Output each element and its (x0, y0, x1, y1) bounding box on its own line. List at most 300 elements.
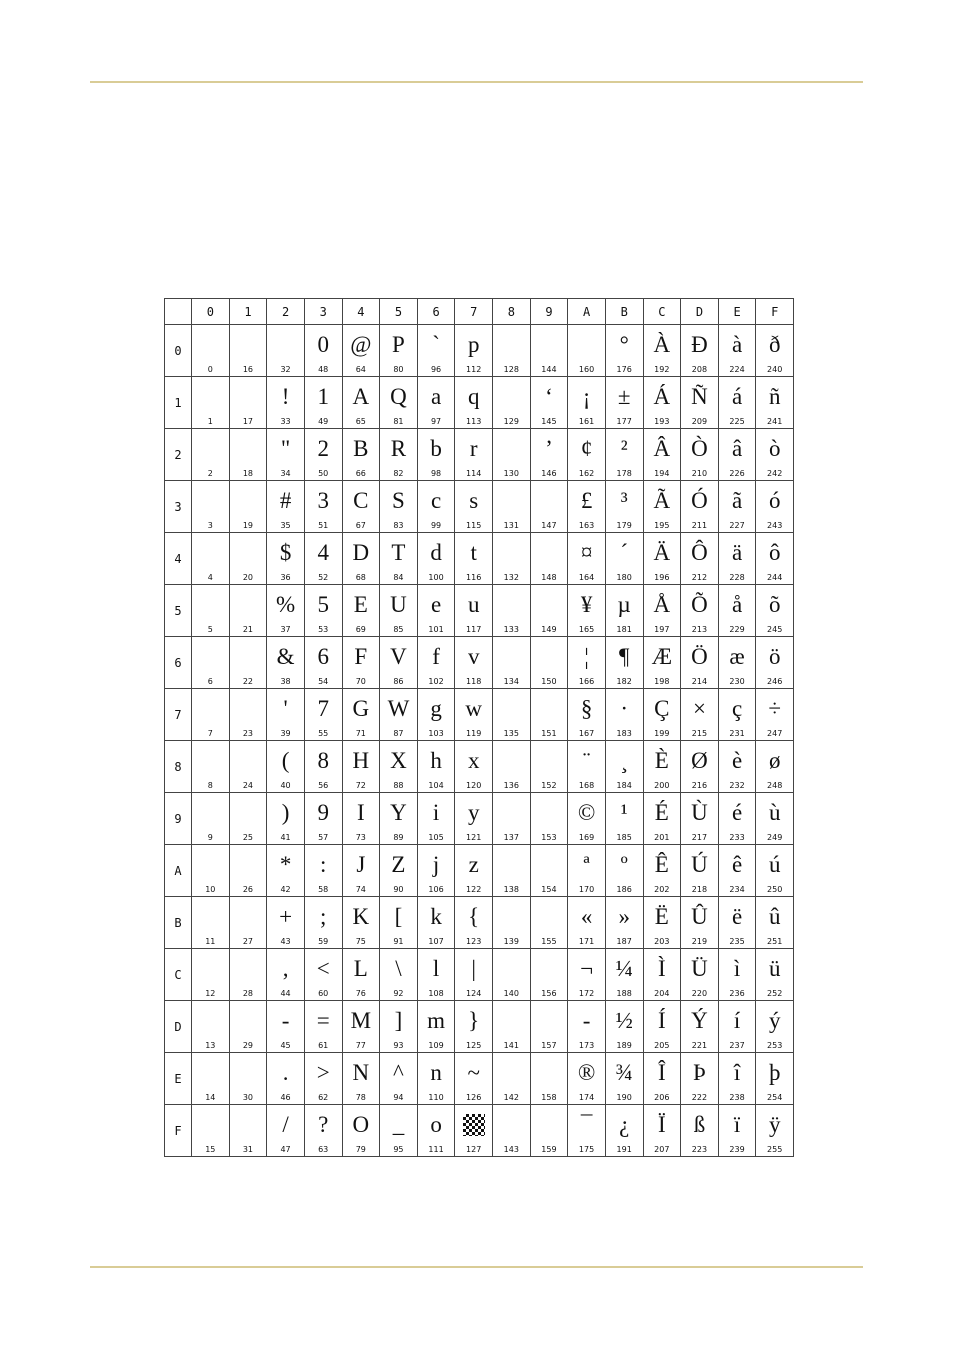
char-code: 211 (691, 521, 708, 530)
char-cell (718, 429, 756, 481)
row-E (165, 1053, 794, 1105)
char-code: 245 (767, 625, 783, 634)
char-code: 79 (355, 1145, 366, 1154)
char-code: 23 (242, 729, 254, 738)
char-code: 9 (207, 833, 213, 842)
row-header-0: 0 (165, 325, 192, 377)
char-glyph: c (430, 488, 442, 513)
column-header-2: 2 (267, 299, 305, 325)
char-cell (643, 377, 681, 429)
column-header-1: 1 (229, 299, 267, 325)
char-code: 213 (691, 625, 708, 634)
char-glyph: b (430, 436, 442, 461)
char-glyph: Ú (691, 852, 708, 877)
char-glyph: ô (768, 540, 781, 565)
char-glyph: A (352, 384, 370, 409)
char-code: 254 (767, 1093, 783, 1102)
char-cell (718, 897, 756, 949)
column-header-A: A (568, 299, 606, 325)
char-code: 72 (355, 781, 366, 790)
char-cell (718, 689, 756, 741)
char-code: 214 (691, 677, 708, 686)
char-cell (304, 949, 342, 1001)
char-code: 134 (503, 677, 519, 686)
char-cell (267, 585, 305, 637)
char-code: 43 (280, 937, 291, 946)
char-glyph: r (469, 436, 478, 461)
char-glyph: Á (653, 384, 671, 409)
char-cell (756, 533, 794, 585)
char-cell (493, 1105, 531, 1157)
char-glyph: º (620, 852, 628, 877)
char-cell (417, 1001, 455, 1053)
char-code: 220 (691, 989, 708, 998)
char-cell (417, 1053, 455, 1105)
char-glyph: Z (391, 852, 406, 877)
char-glyph: Ï (657, 1112, 666, 1137)
char-glyph: \ (395, 956, 402, 981)
char-cell (267, 325, 305, 377)
char-code: 41 (280, 833, 291, 842)
char-glyph: ó (768, 488, 781, 513)
char-cell (493, 429, 531, 481)
char-glyph: > (316, 1060, 330, 1085)
char-cell (192, 1105, 230, 1157)
char-cell (342, 897, 380, 949)
char-cell (380, 1001, 418, 1053)
char-cell (643, 637, 681, 689)
char-code: 119 (466, 729, 482, 738)
char-code: 97 (430, 417, 442, 426)
char-glyph: Y (390, 800, 407, 825)
char-code: 156 (541, 989, 557, 998)
char-glyph: / (282, 1112, 289, 1137)
char-code: 158 (541, 1093, 557, 1102)
char-glyph: Ç (654, 696, 670, 721)
row-2 (165, 429, 794, 481)
char-glyph: ¦ (584, 644, 589, 669)
char-code: 217 (691, 833, 708, 842)
char-glyph: l (432, 956, 440, 981)
char-cell (380, 741, 418, 793)
char-glyph: ³ (620, 488, 628, 513)
char-glyph: È (654, 748, 669, 773)
char-glyph: ¼ (615, 956, 633, 981)
char-code: 88 (393, 781, 404, 790)
char-glyph: ° (619, 332, 629, 357)
char-code: 37 (280, 625, 291, 634)
row-header-2: 2 (165, 429, 192, 481)
char-glyph: D (352, 540, 370, 565)
char-cell (493, 689, 531, 741)
char-code: 62 (318, 1093, 329, 1102)
char-cell (718, 741, 756, 793)
row-5 (165, 585, 794, 637)
char-code: 58 (318, 885, 329, 894)
char-cell (229, 1001, 267, 1053)
char-glyph: õ (768, 592, 781, 617)
char-code: 159 (541, 1145, 557, 1154)
char-glyph: Ò (691, 436, 708, 461)
char-cell (455, 741, 493, 793)
char-code: 236 (729, 989, 745, 998)
char-code: 135 (503, 729, 519, 738)
char-cell (530, 1053, 568, 1105)
char-cell (455, 1105, 493, 1157)
char-code: 53 (318, 625, 329, 634)
char-cell (530, 325, 568, 377)
char-cell (417, 949, 455, 1001)
char-code: 183 (616, 729, 632, 738)
char-cell (192, 845, 230, 897)
char-cell (380, 481, 418, 533)
char-cell (643, 1001, 681, 1053)
char-glyph: I (356, 800, 365, 825)
char-cell (192, 793, 230, 845)
char-code: 16 (242, 365, 254, 374)
char-cell (718, 845, 756, 897)
char-code: 66 (355, 469, 366, 478)
char-cell (643, 481, 681, 533)
char-code: 100 (428, 573, 444, 582)
char-code: 172 (578, 989, 595, 998)
char-cell (192, 689, 230, 741)
char-cell (568, 689, 606, 741)
char-code: 207 (654, 1145, 670, 1154)
char-cell (267, 949, 305, 1001)
row-7 (165, 689, 794, 741)
char-glyph: ¿ (619, 1112, 630, 1137)
char-cell (417, 533, 455, 585)
char-glyph: ï (733, 1112, 741, 1137)
char-cell (718, 637, 756, 689)
char-glyph: ) (281, 800, 290, 825)
char-code: 241 (767, 417, 783, 426)
char-glyph: [ (394, 904, 403, 929)
char-glyph: R (390, 436, 407, 461)
char-code: 229 (729, 625, 745, 634)
char-glyph: ± (617, 384, 631, 409)
char-code: 157 (541, 1041, 557, 1050)
char-cell (756, 585, 794, 637)
char-cell (455, 845, 493, 897)
char-code: 2 (207, 469, 213, 478)
char-cell (342, 1053, 380, 1105)
char-cell (192, 741, 230, 793)
char-cell (455, 637, 493, 689)
char-glyph: h (430, 748, 442, 773)
char-cell (304, 637, 342, 689)
char-code: 178 (616, 469, 632, 478)
char-code: 187 (616, 937, 632, 946)
char-code: 84 (393, 573, 404, 582)
char-code: 99 (430, 521, 442, 530)
char-code: 0 (207, 365, 213, 374)
char-glyph: ½ (615, 1008, 633, 1033)
char-cell (530, 845, 568, 897)
char-cell (568, 481, 606, 533)
char-code: 71 (355, 729, 366, 738)
char-code: 128 (503, 365, 519, 374)
char-glyph: ¢ (580, 436, 593, 461)
char-code: 76 (355, 989, 366, 998)
char-glyph: å (731, 592, 743, 617)
char-cell (605, 585, 643, 637)
char-cell (267, 689, 305, 741)
char-code: 234 (729, 885, 745, 894)
char-code: 170 (578, 885, 595, 894)
char-glyph: N (352, 1060, 370, 1085)
char-cell (530, 429, 568, 481)
char-glyph: " (280, 436, 291, 461)
row-header-F: F (165, 1105, 192, 1157)
char-code: 32 (280, 365, 291, 374)
char-code: 146 (541, 469, 557, 478)
char-cell (493, 1053, 531, 1105)
column-header-C: C (643, 299, 681, 325)
char-code: 12 (205, 989, 216, 998)
char-code: 141 (503, 1041, 519, 1050)
char-code: 22 (242, 677, 254, 686)
char-glyph: ] (394, 1008, 403, 1033)
char-code: 60 (318, 989, 329, 998)
char-cell (192, 429, 230, 481)
char-cell (229, 1105, 267, 1157)
char-cell (643, 689, 681, 741)
char-glyph: ú (768, 852, 781, 877)
char-code: 101 (428, 625, 444, 634)
char-glyph: À (653, 332, 671, 357)
char-cell (681, 533, 719, 585)
char-glyph: 8 (317, 748, 329, 773)
char-code: 225 (729, 417, 745, 426)
char-code: 81 (393, 417, 404, 426)
char-code: 195 (654, 521, 670, 530)
char-cell (380, 325, 418, 377)
char-code: 176 (616, 365, 632, 374)
char-code: 117 (466, 625, 482, 634)
row-C (165, 949, 794, 1001)
char-glyph: í (733, 1008, 741, 1033)
char-code: 228 (729, 573, 745, 582)
char-cell (455, 481, 493, 533)
char-cell (493, 377, 531, 429)
char-cell (530, 637, 568, 689)
char-cell (304, 1105, 342, 1157)
char-code: 131 (503, 521, 519, 530)
char-cell (756, 793, 794, 845)
char-code: 52 (318, 573, 329, 582)
char-glyph: ì (733, 956, 741, 981)
char-cell (342, 793, 380, 845)
char-glyph: a (430, 384, 442, 409)
char-code: 54 (318, 677, 329, 686)
char-code: 13 (205, 1041, 216, 1050)
char-cell (493, 949, 531, 1001)
char-code: 14 (205, 1093, 216, 1102)
char-glyph: ý (768, 1008, 781, 1033)
char-cell (568, 1053, 606, 1105)
char-code: 196 (654, 573, 670, 582)
char-code: 121 (466, 833, 482, 842)
corner-cell (165, 299, 192, 325)
char-glyph: Ö (691, 644, 708, 669)
char-code: 212 (691, 573, 708, 582)
char-code: 45 (280, 1041, 291, 1050)
char-cell (455, 897, 493, 949)
char-glyph: Ð (691, 332, 708, 357)
char-cell (304, 585, 342, 637)
char-glyph: ' (283, 696, 288, 721)
char-glyph: ø (768, 748, 781, 773)
char-cell (304, 377, 342, 429)
char-cell (681, 897, 719, 949)
char-glyph: z (468, 852, 479, 877)
char-glyph: » (618, 904, 630, 929)
char-cell (229, 845, 267, 897)
char-glyph: ä (731, 540, 743, 565)
char-code: 40 (280, 781, 291, 790)
char-glyph: < (316, 956, 330, 981)
char-cell (192, 585, 230, 637)
char-glyph: Ù (691, 800, 708, 825)
char-code: 151 (541, 729, 557, 738)
character-set-table (164, 298, 794, 1157)
char-glyph: Õ (691, 592, 708, 617)
char-cell (229, 481, 267, 533)
char-cell (267, 1105, 305, 1157)
char-code: 48 (318, 365, 329, 374)
char-cell (229, 429, 267, 481)
char-code: 31 (242, 1145, 254, 1154)
char-code: 204 (654, 989, 670, 998)
char-glyph: ª (583, 852, 590, 877)
char-code: 51 (318, 521, 329, 530)
char-glyph: O (352, 1112, 370, 1137)
char-code: 93 (393, 1041, 404, 1050)
char-code: 184 (616, 781, 632, 790)
char-glyph: , (282, 956, 289, 981)
char-code: 235 (729, 937, 745, 946)
char-cell (192, 377, 230, 429)
char-cell (605, 1001, 643, 1053)
char-cell (267, 897, 305, 949)
char-cell (455, 689, 493, 741)
char-glyph: G (352, 696, 370, 721)
char-code: 63 (318, 1145, 329, 1154)
char-cell (304, 533, 342, 585)
char-cell (605, 741, 643, 793)
char-code: 201 (654, 833, 670, 842)
char-code: 34 (280, 469, 291, 478)
char-code: 33 (280, 417, 291, 426)
char-cell (455, 585, 493, 637)
char-cell (267, 793, 305, 845)
char-code: 198 (654, 677, 670, 686)
char-code: 167 (578, 729, 595, 738)
char-cell (493, 325, 531, 377)
char-glyph: Å (653, 592, 671, 617)
char-cell (681, 1105, 719, 1157)
char-code: 237 (729, 1041, 745, 1050)
column-header-row (165, 299, 794, 325)
char-cell (304, 325, 342, 377)
char-glyph: f (432, 644, 440, 669)
char-cell (267, 637, 305, 689)
char-code: 168 (578, 781, 595, 790)
row-1 (165, 377, 794, 429)
char-code: 39 (280, 729, 291, 738)
char-code: 64 (355, 365, 366, 374)
char-code: 124 (466, 989, 482, 998)
char-glyph: F (354, 644, 368, 669)
char-code: 169 (578, 833, 595, 842)
char-glyph: X (390, 748, 407, 773)
char-cell (229, 585, 267, 637)
char-cell (681, 325, 719, 377)
char-cell (643, 793, 681, 845)
char-code: 253 (767, 1041, 783, 1050)
column-header-7: 7 (455, 299, 493, 325)
char-code: 69 (355, 625, 366, 634)
char-code: 248 (767, 781, 783, 790)
char-glyph: Ü (691, 956, 708, 981)
char-cell (681, 1001, 719, 1053)
char-glyph: U (390, 592, 407, 617)
char-code: 55 (318, 729, 329, 738)
char-code: 115 (466, 521, 482, 530)
char-cell (756, 845, 794, 897)
char-cell (417, 325, 455, 377)
char-cell (342, 741, 380, 793)
char-code: 199 (654, 729, 670, 738)
char-glyph: C (353, 488, 369, 513)
char-glyph: Ä (653, 540, 671, 565)
column-header-6: 6 (417, 299, 455, 325)
char-glyph: k (430, 904, 442, 929)
char-cell (756, 481, 794, 533)
char-code: 73 (355, 833, 366, 842)
char-code: 27 (242, 937, 254, 946)
char-code: 68 (355, 573, 366, 582)
char-cell (718, 481, 756, 533)
char-glyph: ñ (768, 384, 781, 409)
char-code: 96 (430, 365, 442, 374)
char-glyph: µ (617, 592, 631, 617)
char-cell (192, 1053, 230, 1105)
char-code: 87 (393, 729, 404, 738)
char-cell (342, 949, 380, 1001)
char-glyph: ¤ (580, 540, 593, 565)
char-glyph: K (352, 904, 370, 929)
char-code: 30 (242, 1093, 254, 1102)
char-glyph: _ (392, 1112, 405, 1137)
char-cell (681, 949, 719, 1001)
char-glyph: ^ (393, 1060, 404, 1085)
char-code: 179 (616, 521, 632, 530)
char-glyph: ÿ (768, 1112, 781, 1137)
char-code: 80 (393, 365, 404, 374)
char-code: 138 (503, 885, 519, 894)
char-cell (605, 429, 643, 481)
char-cell (380, 1053, 418, 1105)
char-cell (417, 793, 455, 845)
char-glyph: H (352, 748, 370, 773)
char-glyph: è (731, 748, 743, 773)
char-glyph: æ (729, 644, 745, 669)
char-cell (455, 533, 493, 585)
char-cell (192, 1001, 230, 1053)
